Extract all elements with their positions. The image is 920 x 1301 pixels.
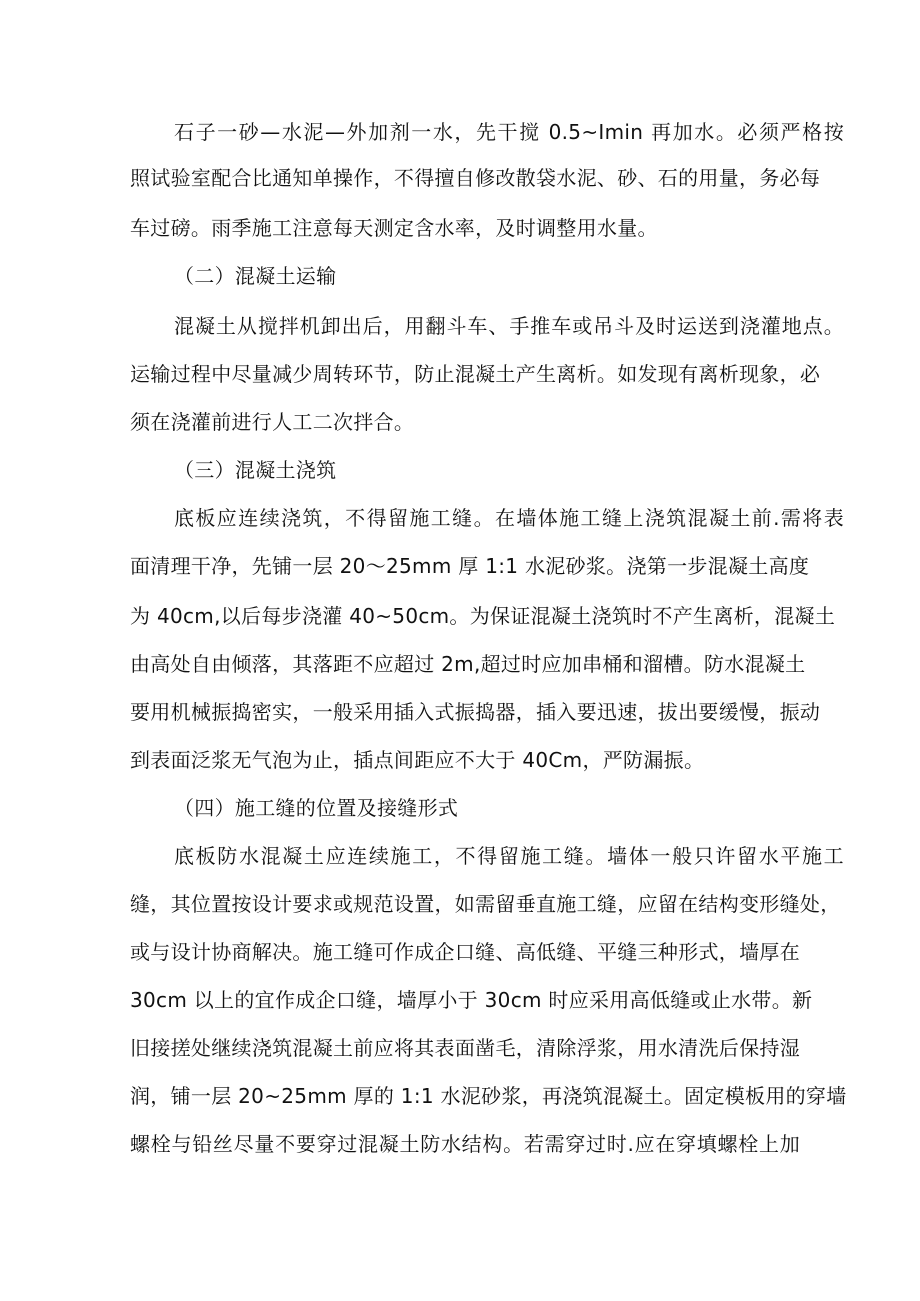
paragraph-line: 由高处自由倾落，其落距不应超过 2m,超过时应加串桶和溜槽。防水混凝土: [130, 652, 806, 676]
paragraph-line: 车过磅。雨季施工注意每天测定含水率，及时调整用水量。: [130, 216, 658, 240]
paragraph-line: 为 40cm,以后每步浇灌 40~50cm。为保证混凝土浇筑时不产生离析，混凝土: [130, 604, 836, 628]
paragraph-line: 面清理干净，先铺一层 20～25mm 厚 1:1 水泥砂浆。浇第一步混凝土高度: [130, 554, 810, 578]
paragraph-line: 底板防水混凝土应连续施工，不得留施工缝。墙体一般只许留水平施工: [174, 844, 844, 868]
paragraph-line: 旧接搓处继续浇筑混凝土前应将其表面凿毛，清除浮浆，用水清洗后保持湿: [130, 1036, 800, 1060]
paragraph-line: 石子一砂—水泥—外加剂一水，先干搅 0.5~Imin 再加水。必须严格按: [174, 120, 844, 144]
paragraph-line: 要用机械振捣密实，一般采用插入式振捣器，插入要迅速，拔出要缓慢，振动: [130, 700, 821, 724]
paragraph-line: 底板应连续浇筑，不得留施工缝。在墙体施工缝上浇筑混凝土前.需将表: [174, 506, 844, 530]
paragraph-line: 照试验室配合比通知单操作，不得擅自修改散袋水泥、砂、石的用量，务必每: [130, 166, 821, 190]
paragraph-line: 30cm 以上的宜作成企口缝，墙厚小于 30cm 时应采用高低缝或止水带。新: [130, 988, 813, 1012]
paragraph-line: 运输过程中尽量减少周转环节，防止混凝土产生离析。如发现有离析现象，必: [130, 362, 821, 386]
section-heading: （四）施工缝的位置及接缝形式: [174, 796, 459, 820]
section-heading: （三）混凝土浇筑: [174, 458, 337, 482]
paragraph-line: 到表面泛浆无气泡为止，插点间距应不大于 40Cm，严防漏振。: [130, 748, 705, 772]
paragraph-line: 混凝土从搅拌机卸出后，用翻斗车、手推车或吊斗及时运送到浇灌地点。: [174, 314, 844, 338]
paragraph-line: 缝，其位置按设计要求或规范设置，如需留垂直施工缝，应留在结构变形缝处，: [130, 892, 841, 916]
section-heading: （二）混凝土运输: [174, 264, 337, 288]
paragraph-line: 润，铺一层 20~25mm 厚的 1:1 水泥砂浆，再浇筑混凝土。固定模板用的穿墙: [130, 1084, 847, 1108]
paragraph-line: 或与设计协商解决。施工缝可作成企口缝、高低缝、平缝三种形式，墙厚在: [130, 940, 800, 964]
paragraph-line: 须在浇灌前进行人工二次拌合。: [130, 410, 415, 434]
paragraph-line: 螺栓与铅丝尽量不要穿过混凝土防水结构。若需穿过时.应在穿填螺栓上加: [130, 1132, 800, 1156]
